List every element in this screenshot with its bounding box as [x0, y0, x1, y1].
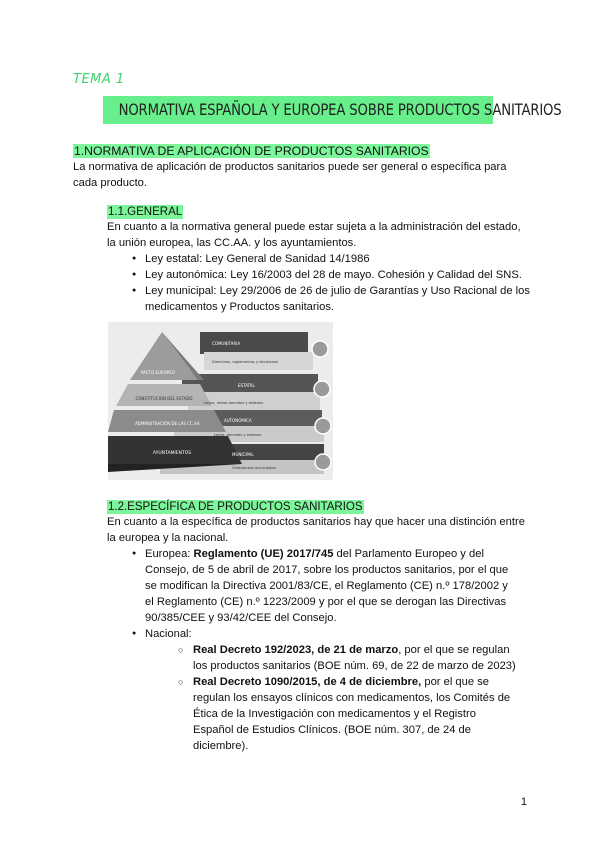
list-item-europea [132, 546, 517, 626]
pyramid-tier-label: AYUNTAMIENTOS [152, 451, 192, 456]
pyramid-band-label: ESTATAL [238, 383, 255, 388]
specific-law-list [132, 546, 517, 754]
nacional-label: Nacional: [145, 628, 192, 640]
section-1-2-text-line-1: En cuanto a la específica de productos sanitarios hay que hacer una distinción entre [107, 516, 525, 528]
list-item [178, 674, 517, 754]
tema-label: TEMA 1 [73, 72, 125, 87]
list-item: ● Ley municipal: Ley 29/2006 de 26 de julio de Garantías y Uso Racional de los medicamentos y Productos sanitarios. [132, 283, 532, 315]
royal-decree-1090-2015-description: por el que se regulan los ensayos clínicos con medicamentos, los Comités de Ética de la Investigación con medicamentos y el Registro Español de Estudios Clínicos. (BOE núm. 307, de 24 de diciembre). [193, 676, 511, 752]
section-1-2-text-line-2: la europea y la nacional. [107, 532, 229, 544]
pyramid-band-desc: Leyes, reales decretos y órdenes [204, 401, 264, 405]
list-item: ● Ley estatal: Ley General de Sanidad 14/1986 [132, 251, 532, 267]
section-1-heading: 1.NORMATIVA DE APLICACIÓN DE PRODUCTOS SANITARIOS [74, 144, 429, 158]
section-1-1-heading: 1.1.GENERAL [108, 206, 183, 218]
pyramid-band-desc: Leyes, decretos y órdenes [214, 433, 262, 437]
section-1-1-text-line-2: la unión europea, las CC.AA. y los ayuntamientos. [107, 237, 357, 249]
section-1-2-heading: 1.2.ESPECÍFICA DE PRODUCTOS SANITARIOS [108, 501, 363, 513]
pyramid-band-desc: Ordenanzas municipales [232, 466, 277, 470]
pyramid-band-label: AUTONÓMICA [224, 418, 252, 423]
list-item-nacional [132, 626, 517, 754]
pyramid-tier-label: PACTO EUROPEO [141, 370, 175, 375]
section-1-1-text-line-1: En cuanto a la normativa general puede estar sujeta a la administración del estado, [107, 221, 521, 233]
document-title [103, 96, 562, 124]
legislation-pyramid-image [108, 322, 333, 480]
pyramid-tier-label: ADMINISTRACIÓN DE LAS CC.AA. [135, 421, 201, 426]
pyramid-band-label: MUNICIPAL [232, 452, 254, 457]
royal-decree-192-2023-description: , por el que se regulan los productos sanitarios (BOE núm. 69, de 22 de marzo de 2023) [193, 644, 516, 672]
pyramid-band-desc: Directivas, reglamentos y decisiones [212, 360, 279, 364]
document-title-text: NORMATIVA ESPAÑOLA Y EUROPEA SOBRE PRODUCTOS SANITARIOS [118, 100, 562, 119]
list-item [178, 642, 517, 674]
list-item: ● Ley autonómica: Ley 16/2003 del 28 de mayo. Cohesión y Calidad del SNS. [132, 267, 532, 283]
pyramid-tier-label: CONSTITUCIÓN DEL ESTADO [135, 396, 193, 401]
page-number: 1 [520, 796, 527, 808]
europea-prefix: Europea: [145, 548, 194, 560]
europea-description: del Parlamento Europeo y del Consejo, de 5 de abril de 2017, sobre los productos sanitarios, por el que se modifican la Directiva 2001/83/CE, el Reglamento (CE) n.º 178/2002 y el Reglamento (CE) n.º 1223/2009 y por el que se derogan las Directivas 90/385/CEE y 93/42/CEE del Consejo. [145, 548, 509, 624]
pyramid-band-label: COMUNITARIA [212, 341, 241, 346]
nacional-sublist [145, 642, 517, 754]
royal-decree-192-2023: Real Decreto 192/2023, de 21 de marzo [193, 644, 399, 656]
royal-decree-1090-2015: Real Decreto 1090/2015, de 4 de diciembre, [193, 676, 422, 688]
section-1-intro-line-2: cada producto. [73, 177, 148, 189]
general-law-list [132, 251, 532, 315]
section-1-intro-line-1: La normativa de aplicación de productos sanitarios puede ser general o específica para [73, 161, 507, 173]
europea-regulation: Reglamento (UE) 2017/745 [193, 548, 334, 560]
